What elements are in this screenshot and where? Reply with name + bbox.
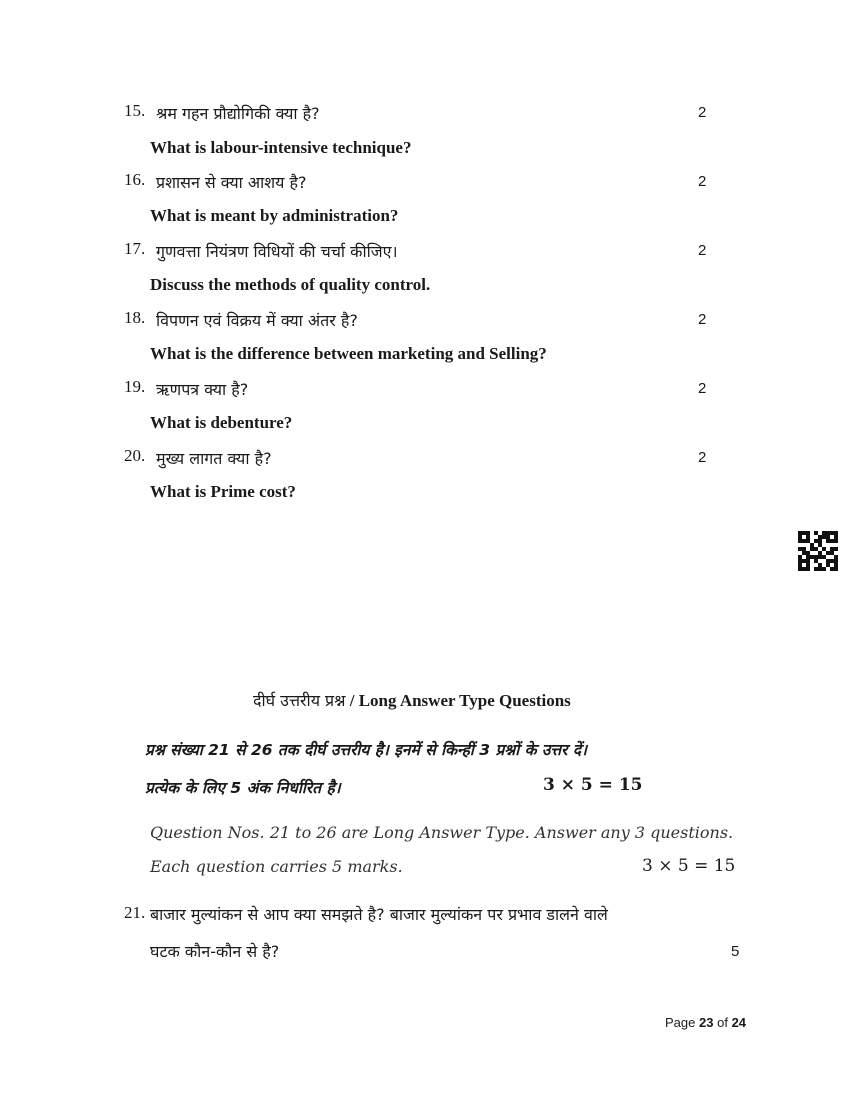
question-number: 20. — [124, 446, 146, 465]
question-english: What is labour-intensive technique? — [150, 138, 412, 157]
footer-total-pages: 24 — [731, 1015, 747, 1030]
section-heading-hindi: दीर्घ उत्तरीय प्रश्न — [253, 691, 346, 710]
question-marks: 2 — [698, 449, 707, 466]
question-text-line1: बाजार मुल्यांकन से आप क्या समझते है? बाजार मुल्यांकन पर प्रभाव डालने वाले — [150, 905, 608, 924]
question-number: 16. — [124, 170, 146, 189]
qr-code-icon — [798, 531, 838, 571]
question-marks: 2 — [698, 311, 707, 328]
question-hindi: प्रशासन से क्या आशय है? — [156, 173, 307, 192]
question-hindi: श्रम गहन प्रौद्योगिकी क्या है? — [156, 104, 320, 123]
question-text-line2: घटक कौन-कौन से है? — [150, 942, 280, 961]
question-hindi: विपणन एवं विक्रय में क्या अंतर है? — [156, 311, 358, 330]
question-number: 21. — [124, 903, 146, 922]
footer-of-word: of — [717, 1015, 728, 1030]
question-hindi: मुख्य लागत क्या है? — [156, 449, 272, 468]
question-hindi: ऋणपत्र क्या है? — [156, 380, 249, 399]
section-heading-separator: / — [345, 691, 359, 710]
question-hindi: गुणवत्ता नियंत्रण विधियों की चर्चा कीजिए। — [156, 242, 398, 261]
question-english: What is the difference between marketing and Selling? — [150, 344, 547, 363]
question-english: Discuss the methods of quality control. — [150, 275, 431, 294]
section-heading — [253, 689, 571, 711]
page-footer — [665, 1015, 746, 1030]
footer-page-word: Page — [665, 1015, 696, 1030]
question-number: 19. — [124, 377, 146, 396]
question-english: What is Prime cost? — [150, 482, 296, 501]
question-english: What is meant by administration? — [150, 206, 399, 225]
instructions-hindi-marks: 3 × 5 = 15 — [543, 775, 643, 795]
section-heading-english: Long Answer Type Questions — [358, 691, 571, 710]
instructions-english-line1: Question Nos. 21 to 26 are Long Answer Type. Answer any 3 questions. — [150, 823, 734, 842]
question-number: 15. — [124, 101, 146, 120]
question-marks: 2 — [698, 380, 707, 397]
question-english: What is debenture? — [150, 413, 293, 432]
footer-current-page: 23 — [699, 1015, 714, 1030]
instructions-english-marks: 3 × 5 = 15 — [642, 856, 736, 876]
question-marks: 2 — [698, 242, 707, 259]
question-number: 18. — [124, 308, 146, 327]
question-marks: 5 — [731, 943, 740, 960]
instructions-english-line2: Each question carries 5 marks. — [150, 857, 403, 876]
instructions-hindi-line2: प्रत्येक के लिए 5 अंक निर्धारित है। — [145, 779, 341, 797]
question-number: 17. — [124, 239, 146, 258]
question-marks: 2 — [698, 173, 707, 190]
instructions-hindi-line1: प्रश्न संख्या 21 से 26 तक दीर्घ उत्तरीय है। इनमें से किन्हीं 3 प्रश्नों के उत्तर दें। — [145, 741, 587, 759]
question-marks: 2 — [698, 104, 707, 121]
